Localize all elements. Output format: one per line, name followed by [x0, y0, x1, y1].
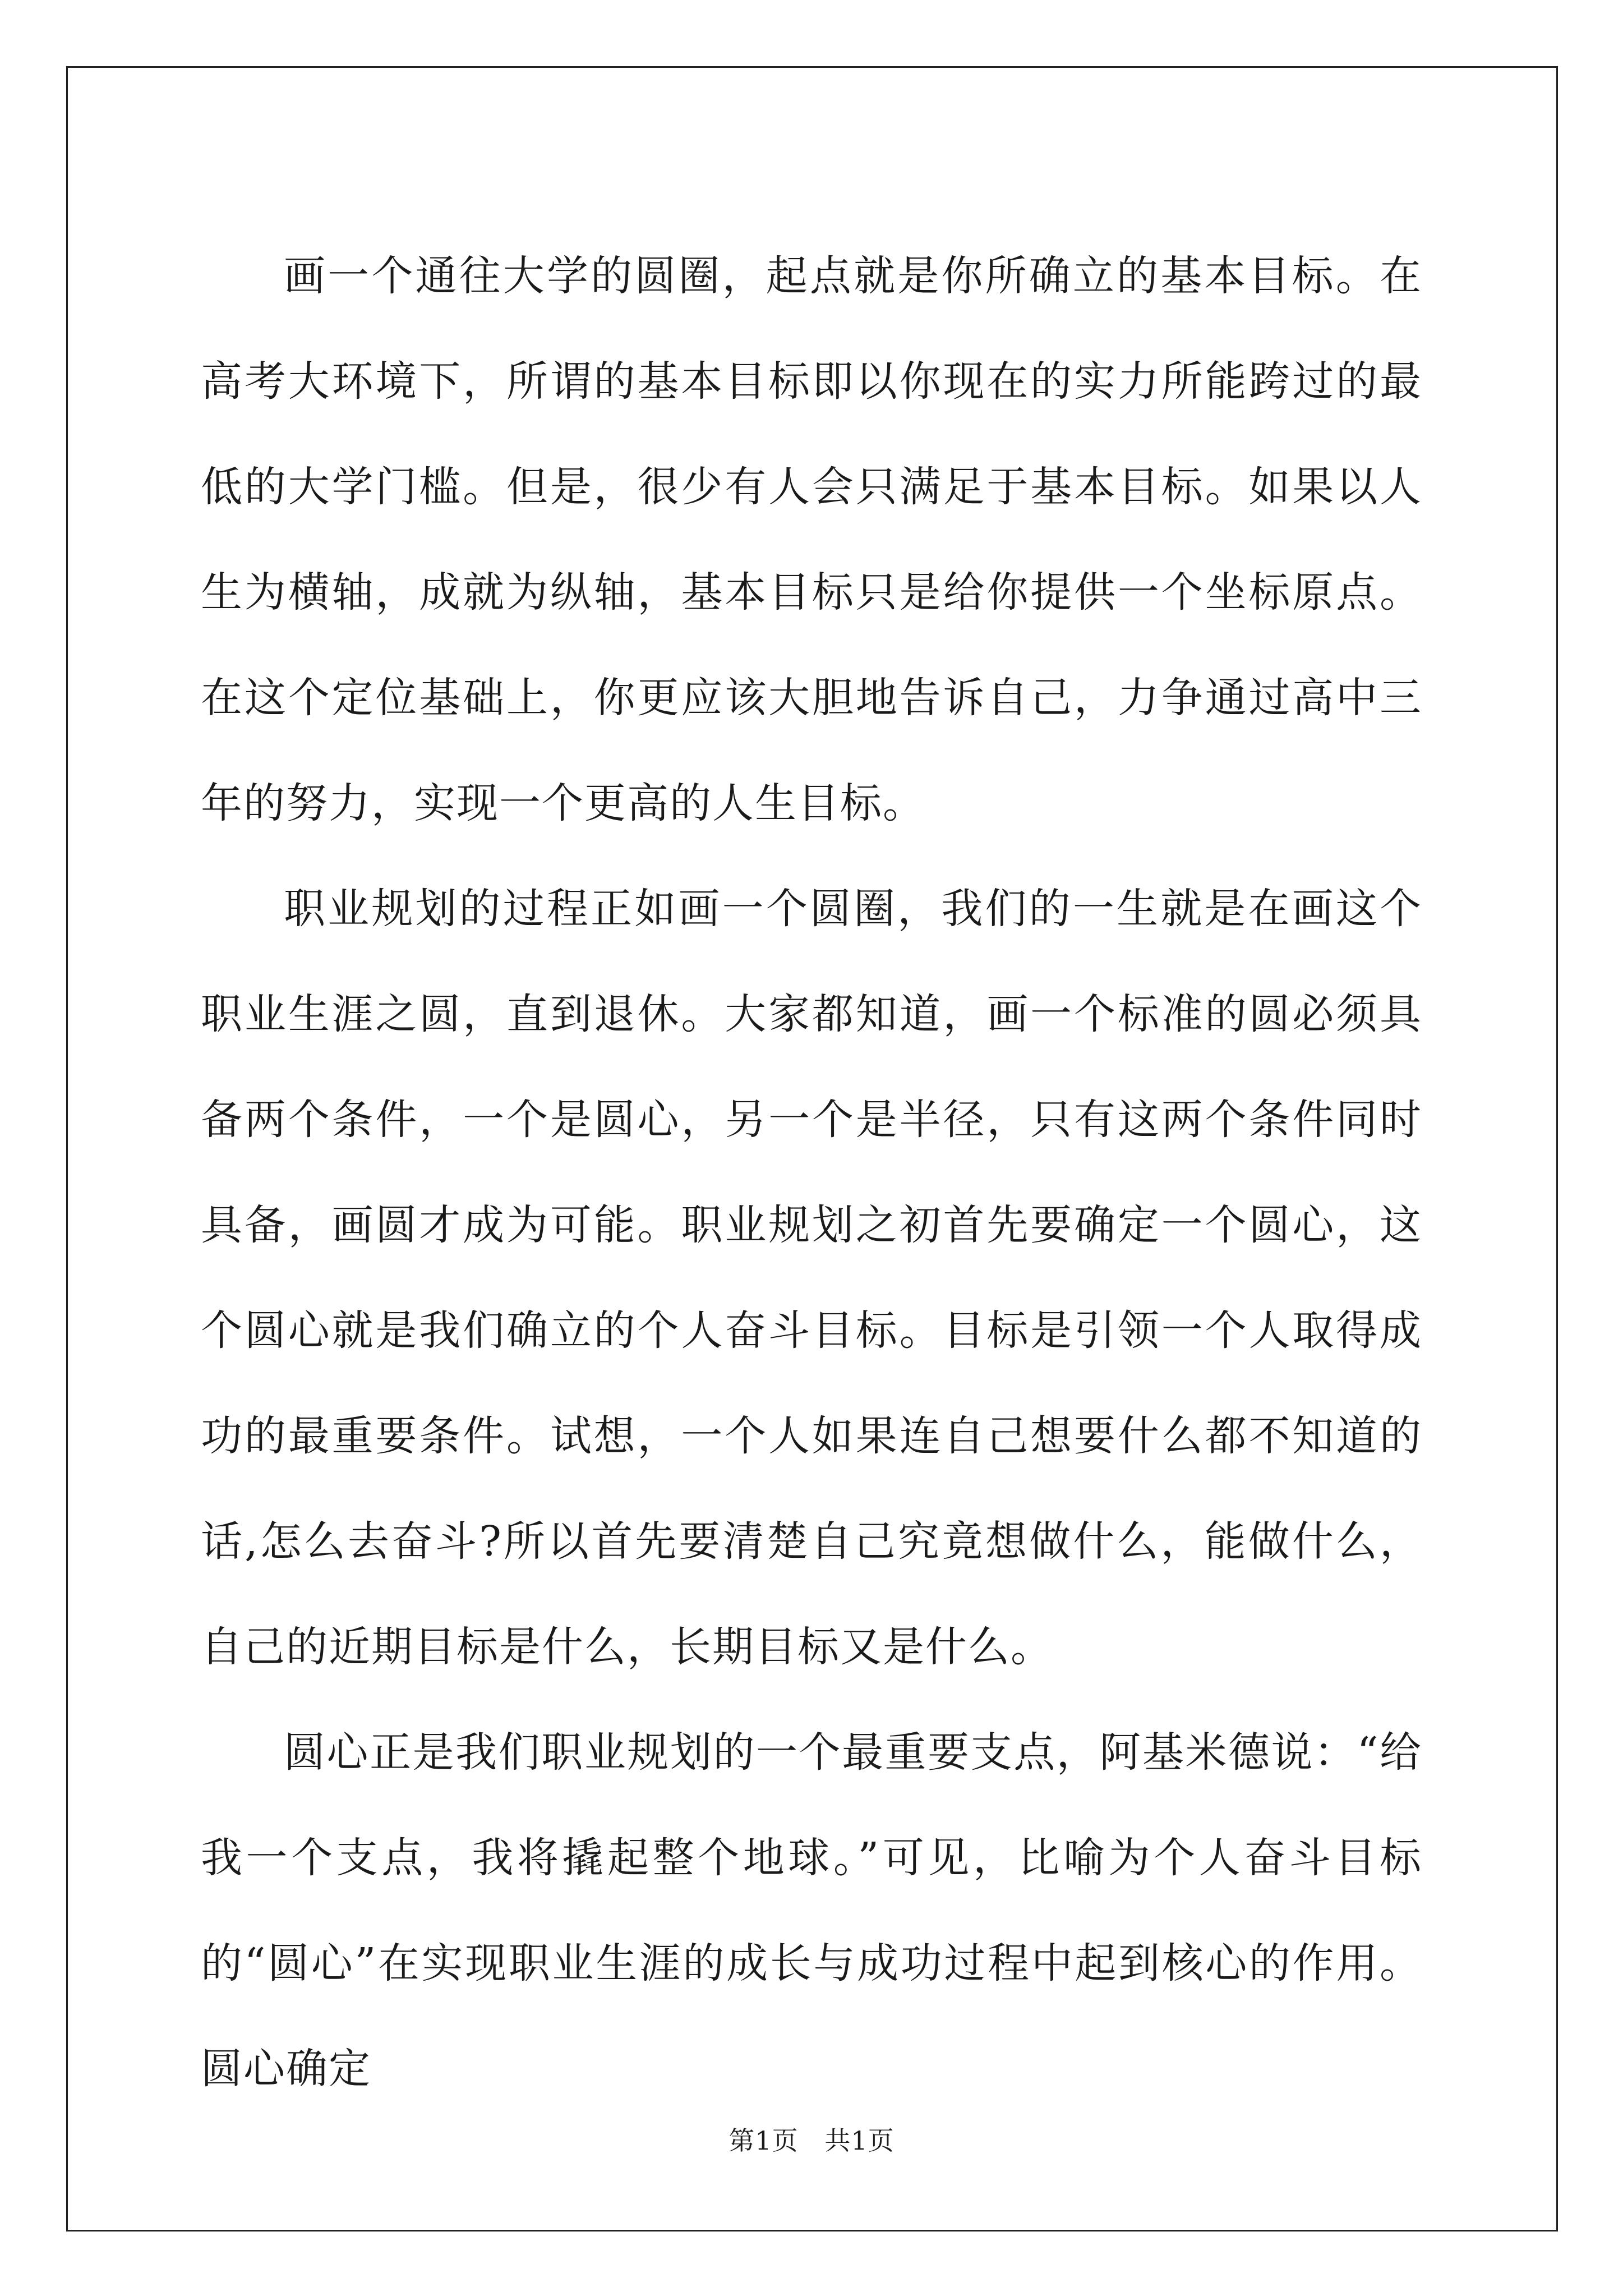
paragraph-2: 职业规划的过程正如画一个圆圈，我们的一生就是在画这个职业生涯之圆，直到退休。大家都知道，画一个标准的圆必须具备两个条件，一个是圆心，另一个是半径，只有这两个条件同时具备，画圆才成为可能。职业规划之初首先要确定一个圆心，这个圆心就是我们确立的个人奋斗目标。目标是引领一个人取得成功的最重要条件。试想，一个人如果连自己想要什么都不知道的话,怎么去奋斗?所以首先要清楚自己究竟想做什么，能做什么，自己的近期目标是什么，长期目标又是什么。 — [201, 885, 1422, 1671]
paragraph-1: 画一个通往大学的圆圈，起点就是你所确立的基本目标。在高考大环境下，所谓的基本目标即以你现在的实力所能跨过的最低的大学门槛。但是，很少有人会只满足于基本目标。如果以人生为横轴，成就为纵轴，基本目标只是给你提供一个坐标原点。在这个定位基础上，你更应该大胆地告诉自己，力争通过高中三年的努力，实现一个更高的人生目标。 — [201, 252, 1422, 827]
document-body — [201, 223, 1422, 2122]
page-footer: 第1页 共1页 — [728, 2125, 895, 2156]
paragraph-3: 圆心正是我们职业规划的一个最重要支点，阿基米德说：“给我一个支点，我将撬起整个地球。”可见，比喻为个人奋斗目标的“圆心”在实现职业生涯的成长与成功过程中起到核心的作用。圆心确定 — [201, 1728, 1422, 2093]
